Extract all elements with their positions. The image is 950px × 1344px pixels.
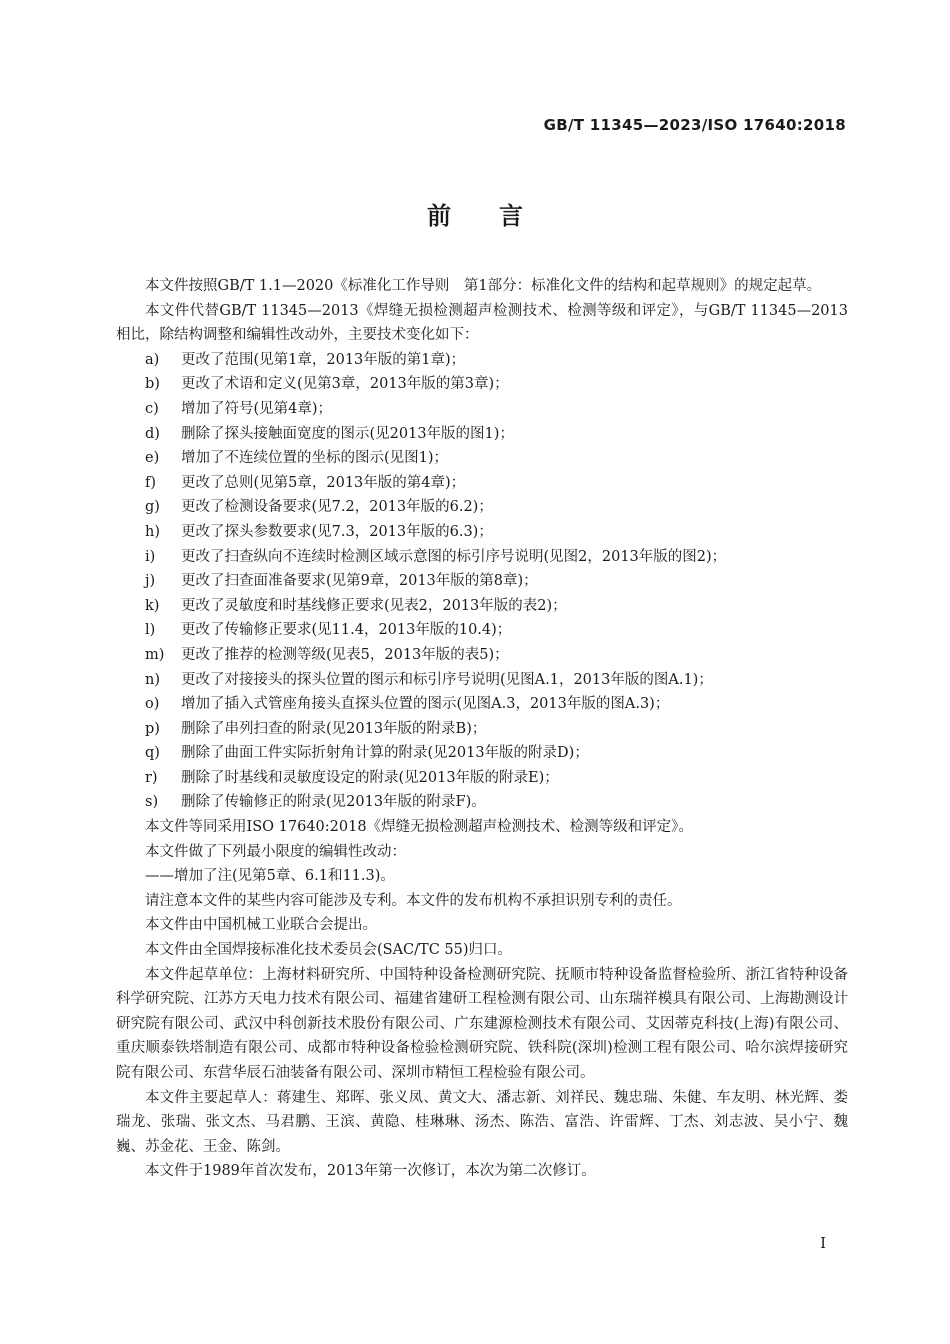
list-item-text: 删除了串列扫查的附录(见2013年版的附录B)； [181,720,487,737]
list-item-text: 更改了对接接头的探头位置的图示和标引序号说明(见图A.1，2013年版的图A.1)； [181,671,713,688]
list-item [116,397,848,422]
list-item [116,422,848,447]
list-item-label: r) [145,769,158,786]
intro-paragraph-2: 本文件代替GB/T 11345—2013《焊缝无损检测超声检测技术、检测等级和评定》，与GB/T 11345—2013相比，除结构调整和编辑性改动外，主要技术变化如下： [116,302,848,344]
patent-notice: 请注意本文件的某些内容可能涉及专利。本文件的发布机构不承担识别专利的责任。 [145,892,682,909]
list-item-text: 更改了推荐的检测等级(见表5，2013年版的表5)； [181,646,509,663]
list-item-label: c) [145,400,159,417]
drafting-units: 本文件起草单位：上海材料研究所、中国特种设备检测研究院、抚顺市特种设备监督检验所、浙江省特种设备科学研究院、江苏方天电力技术有限公司、福建省建研工程检测有限公司、山东瑞祥模具有限公司、上海勘测设计研究院有限公司、武汉中科创新技术股份有限公司、广东建源检测技术有限公司、艾因蒂克科技(上海)有限公司、重庆顺泰铁塔制造有限公司、成都市特种设备检验检测研究院、铁科院(深圳)检测工程有限公司、哈尔滨焊接研究院有限公司、东营华辰石油装备有限公司、深圳市精恒工程检验有限公司。 [116,966,848,1081]
list-item-label: i) [145,548,156,565]
list-item-label: k) [145,597,160,614]
list-item-text: 更改了检测设备要求(见7.2，2013年版的6.2)； [181,499,493,516]
list-item-text: 增加了不连续位置的坐标的图示(见图1)； [181,450,449,467]
drafters: 本文件主要起草人：蒋建生、郑晖、张义凤、黄文大、潘志新、刘祥民、魏忠瑞、朱健、车友明、林光辉、娄瑞龙、张瑞、张文杰、马君鹏、王滨、黄隐、桂琳琳、汤杰、陈浩、富浩、许雷辉、丁杰、刘志波、吴小宁、魏巍、苏金花、王金、陈剑。 [116,1089,848,1155]
proposer-statement: 本文件由中国机械工业联合会提出。 [145,917,377,934]
list-item-text: 删除了曲面工件实际折射角计算的附录(见2013年版的附录D)； [181,745,589,762]
editorial-intro: 本文件做了下列最小限度的编辑性改动： [145,843,406,860]
list-item [116,741,848,766]
list-item-label: h) [145,523,160,540]
list-item-label: l) [145,622,156,639]
list-item [116,569,848,594]
list-item-label: s) [145,794,159,811]
list-item [116,594,848,619]
standard-code: GB/T 11345—2023/ISO 17640:2018 [543,116,846,134]
list-item-text: 增加了插入式管座角接头直探头位置的图示(见图A.3，2013年版的图A.3)； [181,696,670,713]
list-item-text: 更改了传输修正要求(见11.4，2013年版的10.4)； [181,622,512,639]
list-item-text: 删除了传输修正的附录(见2013年版的附录F)。 [181,794,486,811]
list-item-label: a) [145,351,160,368]
custodian-statement: 本文件由全国焊接标准化技术委员会(SAC/TC 55)归口。 [145,942,513,959]
list-item [116,766,848,791]
list-item-text: 更改了探头参数要求(见7.3，2013年版的6.3)； [181,523,493,540]
list-item-label: f) [145,474,157,491]
list-item-text: 删除了时基线和灵敏度设定的附录(见2013年版的附录E)； [181,769,559,786]
list-item-text: 更改了灵敏度和时基线修正要求(见表2，2013年版的表2)； [181,597,567,614]
list-item-text: 更改了范围(见第1章，2013年版的第1章)； [181,351,466,368]
list-item [116,446,848,471]
list-item-text: 更改了总则(见第5章，2013年版的第4章)； [181,474,466,491]
list-item [116,643,848,668]
list-item [116,692,848,717]
list-item [116,668,848,693]
list-item-label: d) [145,425,160,442]
list-item-label: q) [145,745,160,762]
list-item [116,790,848,815]
adoption-statement: 本文件等同采用ISO 17640:2018《焊缝无损检测超声检测技术、检测等级和评定》。 [145,819,693,836]
list-item-label: b) [145,376,160,393]
list-item [116,372,848,397]
list-item-text: 更改了扫查面准备要求(见第9章，2013年版的第8章)； [181,573,538,590]
list-item [116,545,848,570]
document-body [116,274,848,1184]
change-list [116,348,848,815]
list-item [116,471,848,496]
list-item-label: o) [145,696,160,713]
editorial-item: ——增加了注(见第5章、6.1和11.3)。 [145,868,395,885]
list-item [116,717,848,742]
list-item [116,618,848,643]
list-item-text: 更改了扫查纵向不连续时检测区域示意图的标引序号说明(见图2，2013年版的图2)； [181,548,727,565]
list-item-text: 增加了符号(见第4章)； [181,400,333,417]
page-title: 前言 [427,202,571,230]
list-item-text: 更改了术语和定义(见第3章，2013年版的第3章)； [181,376,509,393]
list-item [116,348,848,373]
list-item-label: e) [145,450,160,467]
intro-paragraph-1: 本文件按照GB/T 1.1—2020《标准化工作导则 第1部分：标准化文件的结构和起草规则》的规定起草。 [145,278,822,294]
list-item-label: j) [145,573,156,590]
page-number: I [820,1234,826,1252]
list-item [116,520,848,545]
publication-history: 本文件于1989年首次发布，2013年第一次修订，本次为第二次修订。 [145,1163,596,1180]
list-item-label: m) [145,646,165,663]
list-item-text: 删除了探头接触面宽度的图示(见2013年版的图1)； [181,425,514,442]
list-item-label: p) [145,720,160,737]
list-item [116,495,848,520]
list-item-label: n) [145,671,160,688]
list-item-label: g) [145,499,160,516]
